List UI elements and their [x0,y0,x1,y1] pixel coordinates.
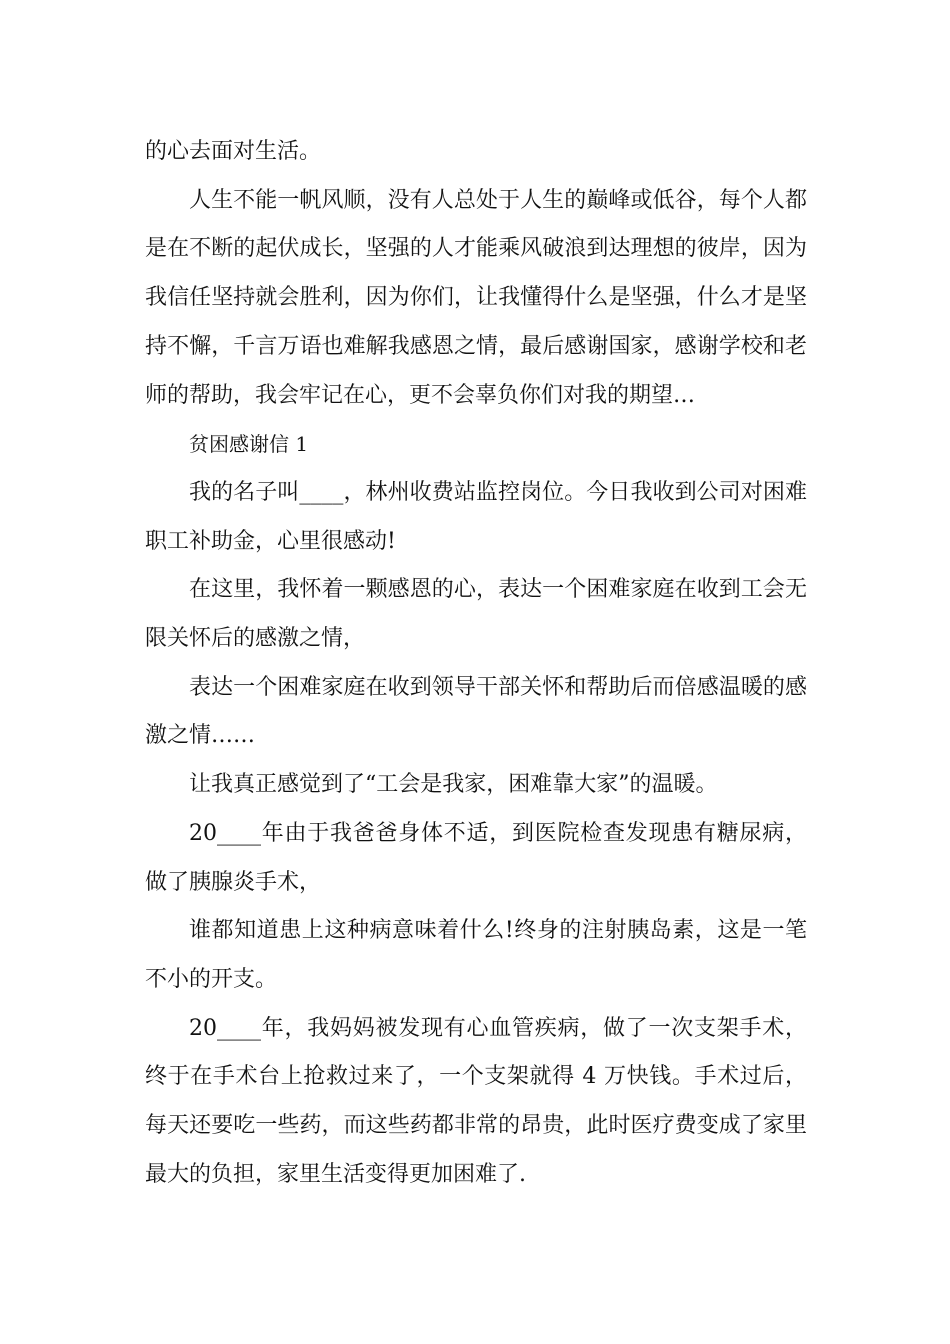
paragraph-gratitude-union: 在这里，我怀着一颗感恩的心，表达一个困难家庭在收到工会无限关怀后的感激之情， [145,577,807,652]
paragraph-mother-illness: 20____年，我妈妈被发现有心血管疾病，做了一次支架手术，终于在手术台上抢救过来了，一个支架就得 4 万快钱。手术过后，每天还要吃一些药，而这些药都非常的昂贵，此时医疗费变成了家里最大的负担，家里生活变得更加困难了. [145,1015,807,1187]
paragraph-insulin-cost: 谁都知道患上这种病意味着什么!终身的注射胰岛素，这是一笔不小的开支。 [145,918,807,992]
paragraph-introduction: 我的名子叫____，林州收费站监控岗位。今日我收到公司对困难职工补助金，心里很感动! [145,479,807,554]
paragraph-continuation: 的心去面对生活。 [145,139,322,164]
paragraph-gratitude-leaders: 表达一个困难家庭在收到领导干部关怀和帮助后而倍感温暖的感激之情…… [145,674,807,749]
paragraph-life-perseverance: 人生不能一帆风顺，没有人总处于人生的巅峰或低谷，每个人都是在不断的起伏成长，坚强的人才能乘风破浪到达理想的彼岸，因为我信任坚持就会胜利，因为你们，让我懂得什么是坚强，什么才是坚持不懈，千言万语也难解我感恩之情，最后感谢国家，感谢学校和老师的帮助，我会牢记在心，更不会辜负你们对我的期望… [145,187,807,408]
paragraph-father-illness: 20____年由于我爸爸身体不适，到医院检查发现患有糖尿病，做了胰腺炎手术， [145,820,807,895]
paragraph-union-warmth: 让我真正感觉到了“工会是我家，困难靠大家”的温暖。 [189,772,718,798]
document-body [145,128,807,1199]
section-heading: 贫困感谢信 1 [189,432,309,457]
